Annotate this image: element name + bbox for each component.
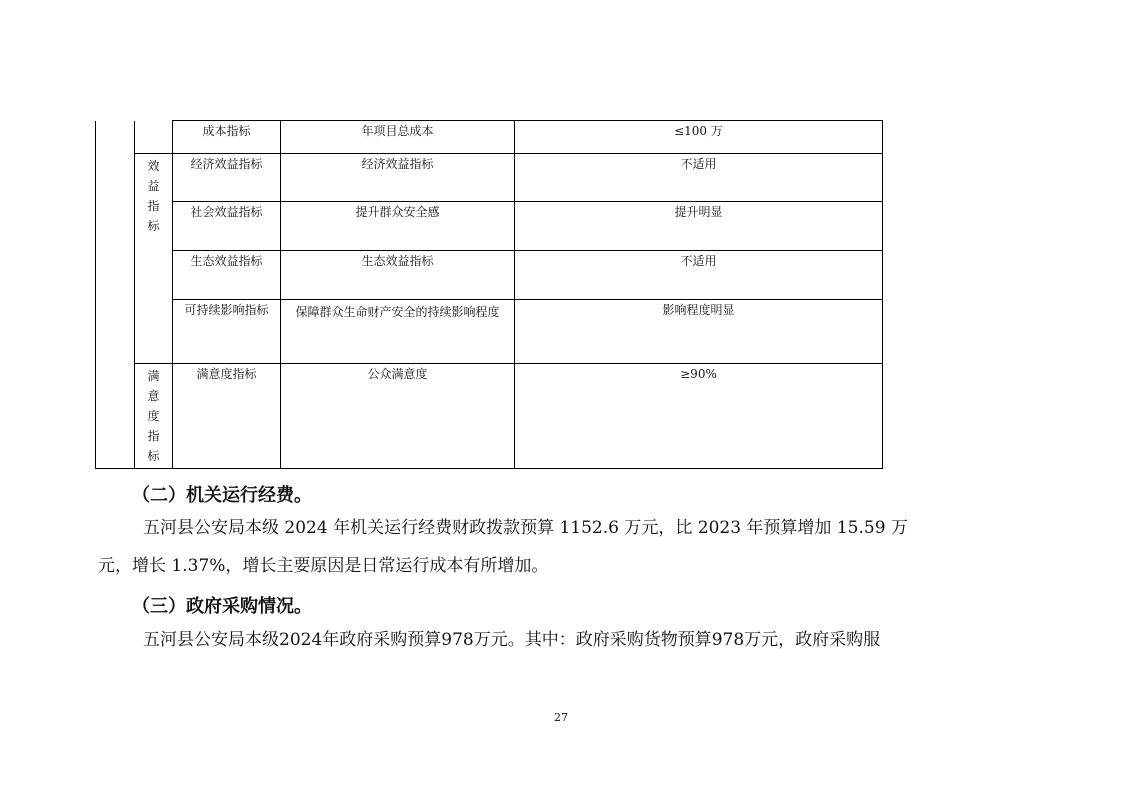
content-cell: 公众满意度 [281,364,515,469]
page-number: 27 [554,711,568,724]
value-cell: 提升明显 [515,202,883,251]
table-row [96,154,883,202]
paragraph-line: 元，增长 1.37%，增长主要原因是日常运行成本有所增加。 [98,556,549,576]
performance-indicator-table [95,120,883,469]
value-cell: ≥90% [515,364,883,469]
paragraph-line: 五河县公安局本级2024年政府采购预算978万元。其中：政府采购货物预算978万元，政府采购服 [143,630,881,650]
section-heading-procurement: （三）政府采购情况。 [132,596,312,617]
indicator-cell: 经济效益指标 [173,154,281,202]
indicator-cell: 可持续影响指标 [173,300,281,364]
indicator-cell: 满意度指标 [173,364,281,469]
group-cell-satisfaction: 满 意 度 指 标 [135,364,173,469]
value-cell: 影响程度明显 [515,300,883,364]
value-cell: ≤100 万 [515,121,883,154]
paragraph-line: 五河县公安局本级 2024 年机关运行经费财政拨款预算 1152.6 万元，比 2023 年预算增加 15.59 万 [143,518,908,538]
indicator-cell: 社会效益指标 [173,202,281,251]
indicator-cell: 生态效益指标 [173,251,281,300]
value-cell: 不适用 [515,251,883,300]
table-row [96,251,883,300]
content-cell: 提升群众安全感 [281,202,515,251]
value-cell: 不适用 [515,154,883,202]
outer-category-cell [96,121,135,469]
content-cell: 经济效益指标 [281,154,515,202]
group-cell-benefit: 效 益 指 标 [135,154,173,364]
table-row [96,300,883,364]
content-cell: 生态效益指标 [281,251,515,300]
indicator-cell: 成本指标 [173,121,281,154]
section-heading-operating-funds: （二）机关运行经费。 [132,485,312,506]
table-row [96,364,883,469]
group-cell-blank [135,121,173,154]
table-row [96,121,883,154]
content-cell: 保障群众生命财产安全的持续影响程度 [281,300,515,364]
table-row [96,202,883,251]
content-cell: 年项目总成本 [281,121,515,154]
